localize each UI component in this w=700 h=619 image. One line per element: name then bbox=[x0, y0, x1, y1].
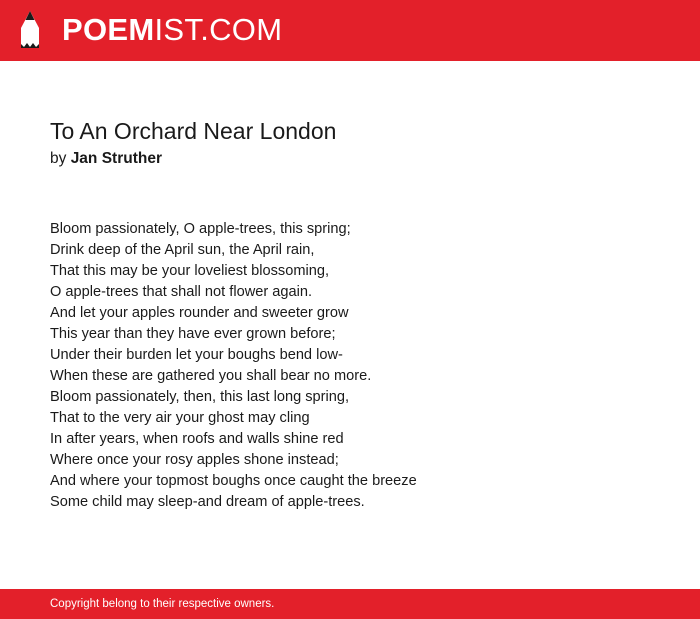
site-logo[interactable] bbox=[62, 11, 282, 49]
poem-title: To An Orchard Near London bbox=[50, 118, 337, 144]
poem-line: In after years, when roofs and walls shine red bbox=[50, 431, 344, 447]
site-header bbox=[0, 0, 700, 61]
poem-line: Bloom passionately, then, this last long spring, bbox=[50, 389, 350, 405]
poem-line: Some child may sleep-and dream of apple-trees. bbox=[50, 494, 365, 510]
poem-line: Where once your rosy apples shone instead; bbox=[50, 452, 339, 468]
poem-author: Jan Struther bbox=[70, 150, 162, 167]
poem-line: O apple-trees that shall not flower again. bbox=[50, 284, 313, 300]
poem-line: And let your apples rounder and sweeter grow bbox=[50, 305, 349, 321]
poem-line: When these are gathered you shall bear no more. bbox=[50, 368, 372, 384]
logo-text-bold: POEM bbox=[62, 12, 155, 47]
byline-prefix: by bbox=[50, 150, 67, 167]
site-footer bbox=[0, 589, 700, 619]
footer-copyright: Copyright belong to their respective owners. bbox=[50, 598, 275, 610]
poem-line: That to the very air your ghost may cling bbox=[50, 410, 310, 426]
pencil-icon[interactable] bbox=[18, 10, 42, 50]
poem-line: Under their burden let your boughs bend low- bbox=[50, 347, 343, 363]
poem-byline bbox=[50, 149, 162, 169]
poem-line: That this may be your loveliest blossoming, bbox=[50, 263, 330, 279]
poem-line: This year than they have ever grown before; bbox=[50, 326, 336, 342]
poem-line: Drink deep of the April sun, the April rain, bbox=[50, 242, 315, 258]
poem-line: And where your topmost boughs once caught the breeze bbox=[50, 473, 417, 489]
logo-text-light: IST.COM bbox=[154, 12, 283, 47]
poem-body bbox=[50, 219, 417, 513]
poem-line: Bloom passionately, O apple-trees, this spring; bbox=[50, 221, 351, 237]
